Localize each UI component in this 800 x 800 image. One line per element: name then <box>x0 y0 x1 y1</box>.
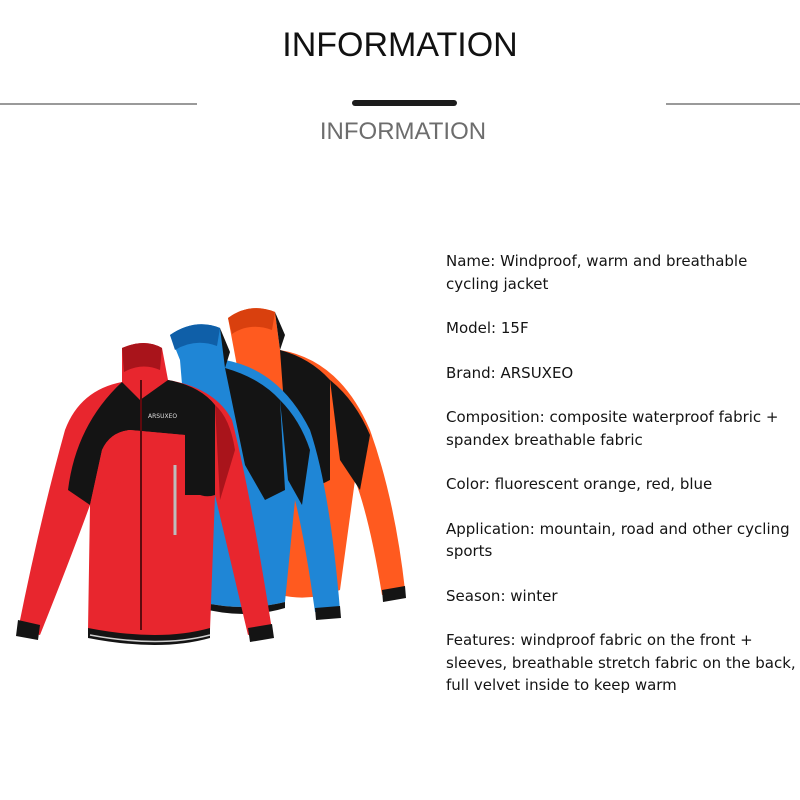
divider-center <box>352 100 457 106</box>
jackets-product-image <box>10 290 420 660</box>
spec-brand: Brand: ARSUXEO <box>446 363 574 382</box>
spec-color: Color: fluorescent orange, red, blue <box>446 475 713 493</box>
spec-composition: Composition: composite waterproof fabric + spandex breathable fabric <box>446 408 779 449</box>
spec-application: Application: mountain, road and other cycling sports <box>446 519 790 560</box>
spec-season: Season: winter <box>446 586 558 605</box>
specifications-list <box>446 250 796 697</box>
divider-left <box>0 103 197 105</box>
page-title: INFORMATION <box>282 26 518 64</box>
divider-right <box>666 103 800 105</box>
spec-features: Features: windproof fabric on the front + sleeves, breathable stretch fabric on the back, full velvet inside to keep warm <box>446 631 796 694</box>
spec-name: Name: Windproof, warm and breathable cycling jacket <box>446 252 748 293</box>
spec-model: Model: 15F <box>446 319 529 337</box>
page-subtitle: INFORMATION <box>319 118 487 145</box>
jacket-logo: ARSUXEO <box>148 413 178 420</box>
